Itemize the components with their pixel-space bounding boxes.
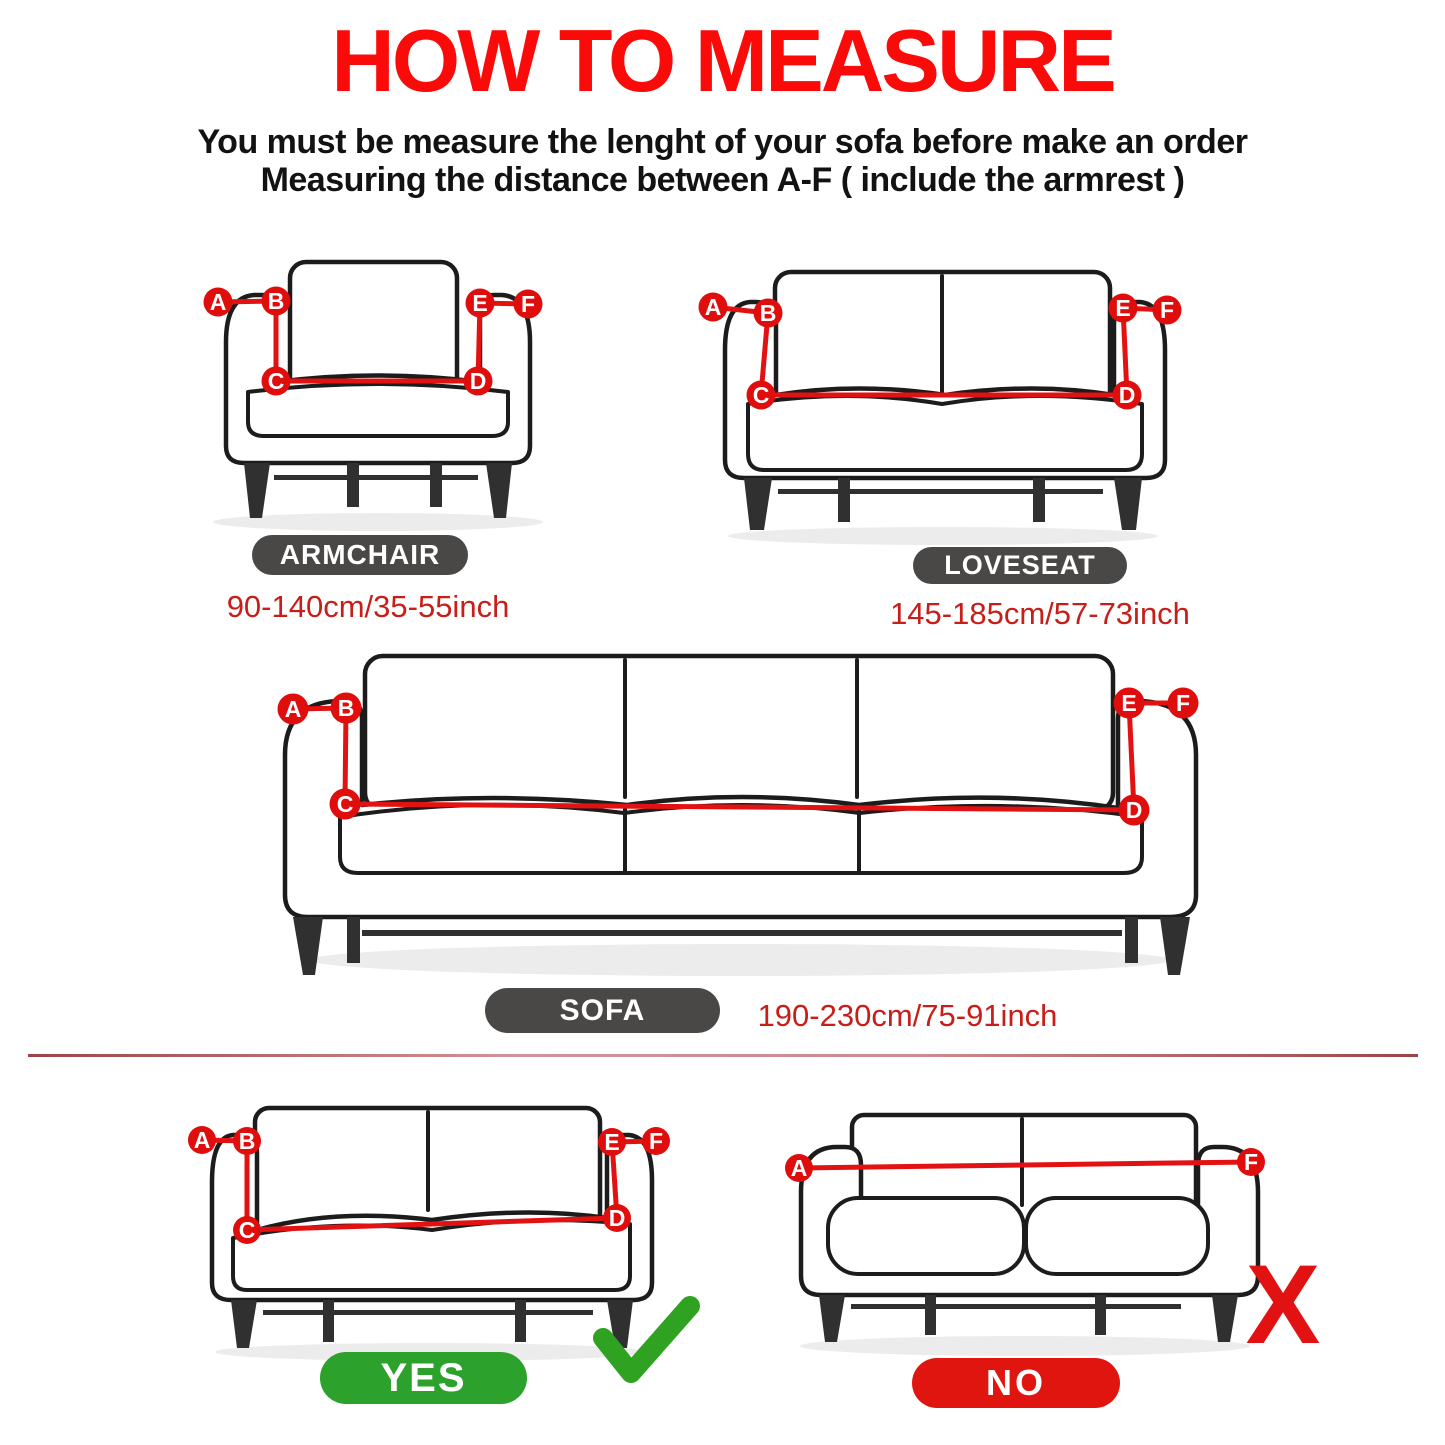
sofa-stretcher <box>362 930 1122 936</box>
svg-text:D: D <box>608 1205 626 1231</box>
svg-text:E: E <box>1115 295 1131 321</box>
measure-point-f <box>642 1127 670 1155</box>
sofa-leg <box>293 917 323 975</box>
sofa-label-pill <box>485 988 720 1033</box>
x-mark-icon: X <box>1245 1242 1321 1367</box>
sofa-leg <box>347 917 360 963</box>
svg-text:F: F <box>1243 1149 1259 1175</box>
armchair-shadow <box>213 513 543 531</box>
subtitle-line-2: Measuring the distance between A-F ( include the armrest ) <box>260 161 1185 199</box>
no-pill <box>912 1358 1120 1408</box>
measure-point-c <box>747 381 776 410</box>
svg-text:F: F <box>1175 690 1191 716</box>
page-title: HOW TO MEASURE <box>331 11 1114 110</box>
measure-point-b <box>754 299 783 328</box>
svg-text:A: A <box>209 289 227 315</box>
loveseat-leg <box>1114 478 1142 530</box>
svg-text:B: B <box>238 1128 256 1154</box>
svg-text:C: C <box>238 1217 256 1243</box>
armchair-label-pill <box>252 535 468 575</box>
sofa-seat-cushion <box>340 805 1142 873</box>
incorrect-measure-diagram <box>775 1090 1335 1390</box>
armchair-leg <box>347 463 359 507</box>
measure-point-f <box>1168 688 1199 719</box>
measure-point-f <box>1153 296 1182 325</box>
measure-point-a <box>278 694 309 725</box>
measure-point-f <box>1237 1148 1265 1176</box>
yes-label: YES <box>380 1355 467 1400</box>
loveseat-range: 145-185cm/57-73inch <box>890 596 1190 631</box>
loveseat-stretcher <box>778 489 1103 494</box>
measure-point-a <box>188 1126 216 1154</box>
svg-text:E: E <box>1121 690 1137 716</box>
measure-point-a <box>699 293 728 322</box>
loveseat-label: LOVESEAT <box>944 550 1096 580</box>
svg-text:B: B <box>759 300 777 326</box>
armchair-diagram <box>178 252 573 552</box>
measure-point-a <box>785 1154 813 1182</box>
subtitle <box>0 123 1445 199</box>
sofa-leg <box>819 1295 845 1342</box>
sofa-leg <box>231 1300 257 1348</box>
measure-point-a <box>204 288 233 317</box>
measure-point-f <box>514 290 543 319</box>
sofa-seat-pillow <box>828 1198 1024 1274</box>
svg-text:F: F <box>520 291 536 317</box>
measure-point-d <box>1119 795 1150 826</box>
sofa-diagram <box>262 645 1212 990</box>
sofa-leg <box>925 1295 936 1335</box>
sofa-seat-pillow <box>1026 1198 1208 1274</box>
armchair-stretcher <box>274 475 478 480</box>
measure-point-d <box>464 367 493 396</box>
sofa-leg <box>515 1300 526 1342</box>
sofa-stretcher <box>851 1304 1181 1309</box>
sofa-leg <box>1095 1295 1106 1335</box>
svg-text:E: E <box>472 290 488 316</box>
loveseat-diagram <box>688 258 1188 548</box>
loveseat-leg <box>744 478 772 530</box>
svg-text:A: A <box>790 1155 808 1181</box>
sofa-label: SOFA <box>559 993 646 1027</box>
measure-point-d <box>603 1204 631 1232</box>
measure-point-b <box>331 693 362 724</box>
measure-point-e <box>598 1128 626 1156</box>
svg-text:D: D <box>1118 382 1136 408</box>
svg-text:D: D <box>469 368 487 394</box>
svg-text:B: B <box>337 695 355 721</box>
sofa-leg <box>1212 1295 1238 1342</box>
correct-measure-diagram <box>185 1090 705 1390</box>
subtitle-line-1: You must be measure the lenght of your sofa before make an order <box>197 123 1248 161</box>
svg-text:D: D <box>1125 797 1143 823</box>
loveseat-shadow <box>728 527 1158 545</box>
svg-text:F: F <box>648 1128 664 1154</box>
sofa-shadow <box>800 1336 1250 1356</box>
svg-text:A: A <box>284 696 302 722</box>
armchair-range: 90-140cm/35-55inch <box>226 589 510 624</box>
svg-text:C: C <box>752 382 770 408</box>
section-divider <box>28 1054 1418 1057</box>
measure-point-e <box>1114 688 1145 719</box>
sofa-leg <box>323 1300 334 1342</box>
measure-point-e <box>1109 294 1138 323</box>
sofa-backrest <box>365 656 1113 811</box>
loveseat-leg <box>838 478 850 522</box>
measure-point-c <box>233 1216 261 1244</box>
sofa-leg <box>1160 917 1190 975</box>
measure-point-d <box>1113 381 1142 410</box>
measure-point-c <box>262 367 291 396</box>
yes-pill <box>320 1352 527 1404</box>
measure-point-e <box>466 289 495 318</box>
sofa-range: 190-230cm/75-91inch <box>757 998 1058 1033</box>
measure-point-c <box>330 789 361 820</box>
measure-point-b <box>262 287 291 316</box>
sofa-leg <box>1125 917 1138 963</box>
armchair-leg <box>430 463 442 507</box>
svg-text:A: A <box>193 1127 211 1153</box>
sofa-stretcher <box>263 1310 593 1315</box>
svg-text:A: A <box>704 294 722 320</box>
svg-text:C: C <box>267 368 285 394</box>
loveseat-leg <box>1033 478 1045 522</box>
svg-text:F: F <box>1159 297 1175 323</box>
armchair-leg <box>486 463 512 518</box>
svg-text:B: B <box>267 288 285 314</box>
armchair-label: ARMCHAIR <box>279 539 441 570</box>
measure-point-b <box>233 1127 261 1155</box>
armchair-leg <box>244 463 270 518</box>
svg-text:C: C <box>336 791 354 817</box>
svg-text:E: E <box>604 1129 620 1155</box>
no-label: NO <box>986 1362 1046 1403</box>
loveseat-label-pill <box>913 547 1127 584</box>
loveseat-seat-cushion <box>748 396 1142 470</box>
sofa-shadow <box>310 944 1170 976</box>
